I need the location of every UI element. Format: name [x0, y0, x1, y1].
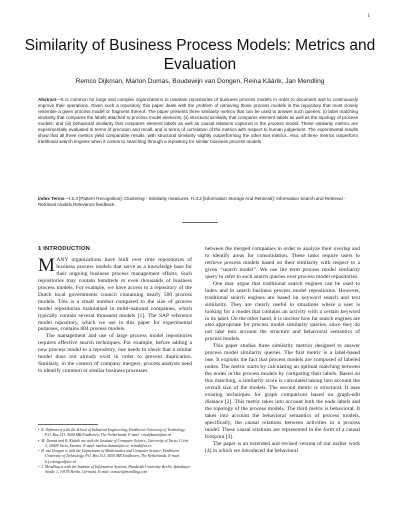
footnote: • B. van Dongen is with the Department of Mathematics and Computer Science, Eindhoven University of Technology, P.O. Box 513, 5600 MB Eindhoven, The Netherlands. E-mail: b.f.v.dongen@tue.nl: [38, 449, 181, 464]
footnote: • J. Mendling is with the Institute of Information Systems, Humboldt-University Berlin, Spandauer Straße 1, 10178 Berlin, Germany. E-mail: contact@mendling.com: [38, 465, 191, 475]
left-column: [38, 246, 192, 375]
intro-paragraph-1-text: ANY organizations have built over time repositories of business process models that serve as a knowledge base for their ongoing business process management efforts. Such repositories may contain hundreds or even thousands of business process models. For example, we have access to a repository of the Dutch local governments council containing nearly 500 process models. This is a small number compared to the size of process model repositories maintained in multi-national companies, which typically contain several thousand models [1]. The SAP reference model repository, which we use in this paper for experimental purposes, contains 604 process models.: [38, 256, 192, 333]
body-paragraph-3: This paper studies three similarity metrics designed to answer process model similarity queries. The first metric is a label-based one. It exploits the fact that process models are composed of labeled nodes. The metric starts by calculating an optimal matching between the nodes in the process models by comparing their labels. Based on this matching, a similarity score is calculated taking into account the overall size of the models. The second metric is structural. It uses existing techniques for graph comparison based on graph-edit distance [2]. This metric takes into account both the node labels and the topology of the process models. The third metric is behavioral. It takes into account the behavioral semantics of process models, specifically, the causal relations between activities in a process model. These causal relations are represented in the form of a causal footprint [3].: [205, 343, 360, 440]
body-paragraph-1: between the merged companies in order to analyze their overlap and to identify areas for consolidation. These tasks require users to retrieve process models based on their similarity with respect to a given “search model”. We use the term process model similarity query to refer to such search queries over process model repositories.: [205, 246, 360, 280]
index-terms-text: —I.5.3 [Pattern Recognition]: Clustering - Similarity measures. H.3.3 [Information Storage And Retrieval]: Information Search and Retrieval - Retrieval models,Relevance feedback.: [38, 196, 346, 207]
section-heading: 1 INTRODUCTION: [38, 246, 91, 252]
footnotes: [38, 428, 192, 476]
paper-title: Similarity of Business Process Models: Metrics and Evaluation: [24, 37, 376, 73]
abstract: [38, 97, 358, 145]
body-paragraph-2: One may argue that traditional search engines can be used to index and to search business process model repositories. However, traditional search engines are based on keyword search and text similarity. They are clearly useful in situations where a user is looking for a model that contains an activity with a certain keyword in its label. On the other hand, it is unclear how far search engines are also appropriate for process model similarity queries, since they do not take into account the structure and behavioral semantics of process models.: [205, 280, 360, 343]
footnote: • R. Dijkman is with the School of Industrial Engineering, Eindhoven University of Technology, P.O. Box 513, 5600 MB Eindhoven, The Netherlands. E-mail: r.m.dijkman@tue.nl: [38, 428, 186, 438]
footnote-divider: [38, 424, 98, 425]
body-paragraph-4: The paper is an extended and revised version of our earlier work [4] in which we introduced the behavioral: [205, 440, 360, 454]
right-column: [205, 246, 360, 455]
abstract-text: —It is common for large and complex organizations to maintain repositories of business process models in order to document and to continuously improve their operations. Given such a repository, this paper deals with the problem of retrieving those process models in the repository that most closely resemble a given process model or fragment thereof. The paper presents three similarity metrics that can be used to answer such queries: (i) label matching similarity that compares the labels attached to process model elements; (ii) structural similarity that compares element labels as well as the topology of process models; and (iii) behavioral similarity that compares element labels as well as causal relations captured in the process model. These similarity metrics are experimentally evaluated in terms of precision and recall, and in terms of correlation of the metrics with respect to human judgement. The experimental results show that all three metrics yield comparable results, with structural similarity slightly outperforming the other two metrics. Also, all three metrics outperform traditional search engines when it comes to searching through a repository for similar business process models.: [38, 97, 358, 144]
section-divider: [182, 222, 218, 223]
abstract-label: Abstract: [38, 97, 57, 102]
page-number: 1: [367, 14, 370, 19]
author-list: Remco Dijkman, Marlon Dumas, Boudewijn van Dongen, Reina Käärik, Jan Mendling: [75, 78, 325, 85]
footnote: • M. Dumas and R. Käärik are with the Institute of Computer Science, University of Tartu, J Liivi 2, 50409 Tartu, Estonia. E-mail: marlon.dumas@ut.ee, reinak@ut.ee: [38, 438, 189, 448]
index-terms-label: Index Terms: [38, 196, 65, 201]
intro-paragraph-2: The management and use of large process model repositories requires effective search techniques. For example, before adding a new process model to a repository, one needs to check that a similar model does not already exist in order to prevent duplication. Similarly, in the context of company mergers, process analysts need to identify common or similar business processes: [38, 333, 192, 375]
drop-cap: M: [38, 254, 55, 276]
intro-paragraph-1: [38, 254, 192, 333]
index-terms: [38, 196, 358, 208]
